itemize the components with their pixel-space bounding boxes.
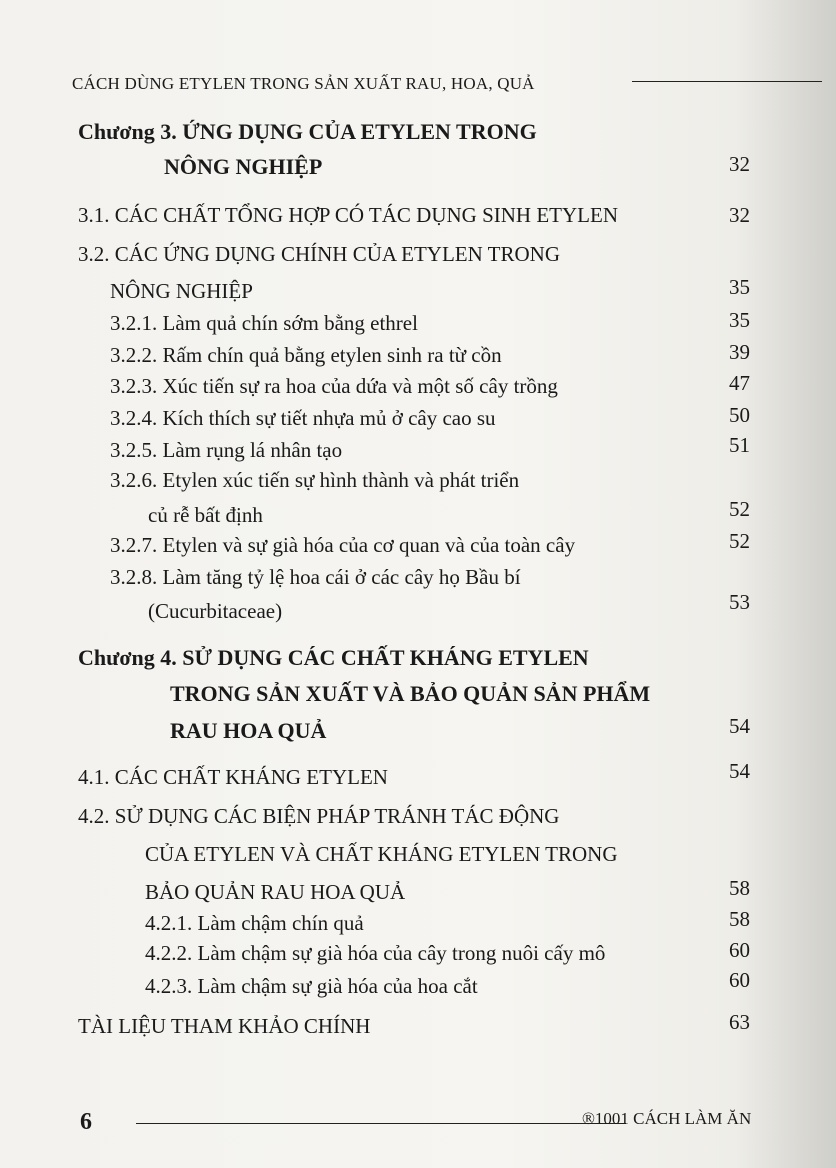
toc-chapter-4-title-cont-2: RAU HOA QUẢ [170,718,327,743]
toc-chapter-4-title: Chương 4. SỬ DỤNG CÁC CHẤT KHÁNG ETYLEN [78,645,589,670]
toc-entry-3-2-4-page: 50 [729,403,750,427]
toc-entry-3-2-2: 3.2.2. Rấm chín quả bằng etylen sinh ra từ cồn [110,343,502,367]
toc-entry-3-1-page: 32 [729,203,750,227]
toc-entry-3-2-8-page: 53 [729,590,750,614]
toc-entry-3-2-8-cont: (Cucurbitaceae) [148,599,283,623]
toc-entry-3-2-5: 3.2.5. Làm rụng lá nhân tạo [110,438,343,462]
toc-entry-3-2-6: 3.2.6. Etylen xúc tiến sự hình thành và phát triển [110,468,520,492]
toc-entry-4-2-2: 4.2.2. Làm chậm sự già hóa của cây trong nuôi cấy mô [145,941,606,965]
page-footer [72,1103,772,1133]
toc-entry-3-2-7-page: 52 [729,529,750,553]
toc-entry-4-2-cont-2: BẢO QUẢN RAU HOA QUẢ [145,880,406,904]
toc-entry-3-1: 3.1. CÁC CHẤT TỔNG HỢP CÓ TÁC DỤNG SINH ETYLEN [78,203,618,227]
toc-entry-3-2-1: 3.2.1. Làm quả chín sớm bằng ethrel [110,311,418,335]
toc-entry-4-2: 4.2. SỬ DỤNG CÁC BIỆN PHÁP TRÁNH TÁC ĐỘNG [78,804,560,828]
toc-entry-3-2-5-page: 51 [729,433,750,457]
toc-entry-4-2-1: 4.2.1. Làm chậm chín quả [145,911,364,935]
footer-brand: ®1001 CÁCH LÀM ĂN [582,1109,752,1128]
toc-entry-4-2-3: 4.2.3. Làm chậm sự già hóa của hoa cắt [145,974,478,998]
toc-entry-3-2-3: 3.2.3. Xúc tiến sự ra hoa của dứa và một số cây trồng [110,374,558,398]
toc-entry-3-2: 3.2. CÁC ỨNG DỤNG CHÍNH CỦA ETYLEN TRONG [78,242,560,266]
toc-chapter-4-page: 54 [729,714,750,738]
running-header-title: CÁCH DÙNG ETYLEN TRONG SẢN XUẤT RAU, HOA, QUẢ [72,74,535,93]
toc-chapter-3-page: 32 [729,152,750,176]
toc-references: TÀI LIỆU THAM KHẢO CHÍNH [78,1014,371,1038]
footer-rule [136,1123,626,1124]
page-number: 6 [80,1109,92,1135]
toc-entry-3-2-page: 35 [729,275,750,299]
toc-chapter-3-title-cont: NÔNG NGHIỆP [164,154,323,179]
toc-chapter-3-title: Chương 3. ỨNG DỤNG CỦA ETYLEN TRONG [78,119,537,144]
toc-entry-4-2-3-page: 60 [729,968,750,992]
running-header [72,74,752,98]
toc-entry-3-2-7: 3.2.7. Etylen và sự già hóa của cơ quan và của toàn cây [110,533,576,557]
toc-entry-4-2-1-page: 58 [729,907,750,931]
toc-entry-3-2-6-page: 52 [729,497,750,521]
toc-entry-4-1: 4.1. CÁC CHẤT KHÁNG ETYLEN [78,765,388,789]
toc-chapter-4-title-cont: TRONG SẢN XUẤT VÀ BẢO QUẢN SẢN PHẨM [170,681,651,706]
toc-entry-3-2-8: 3.2.8. Làm tăng tỷ lệ hoa cái ở các cây họ Bầu bí [110,565,521,589]
toc-entry-3-2-4: 3.2.4. Kích thích sự tiết nhựa mủ ở cây cao su [110,406,496,430]
toc-entry-4-2-2-page: 60 [729,938,750,962]
toc-entry-3-2-3-page: 47 [729,371,750,395]
header-rule [632,81,822,82]
toc-entry-3-2-2-page: 39 [729,340,750,364]
toc-entry-3-2-cont: NÔNG NGHIỆP [110,279,253,303]
toc-references-page: 63 [729,1010,750,1034]
toc-entry-4-2-cont: CỦA ETYLEN VÀ CHẤT KHÁNG ETYLEN TRONG [145,842,618,866]
toc-entry-4-2-page: 58 [729,876,750,900]
toc-entry-4-1-page: 54 [729,759,750,783]
toc-entry-3-2-1-page: 35 [729,308,750,332]
toc-entry-3-2-6-cont: củ rễ bất định [148,503,263,527]
